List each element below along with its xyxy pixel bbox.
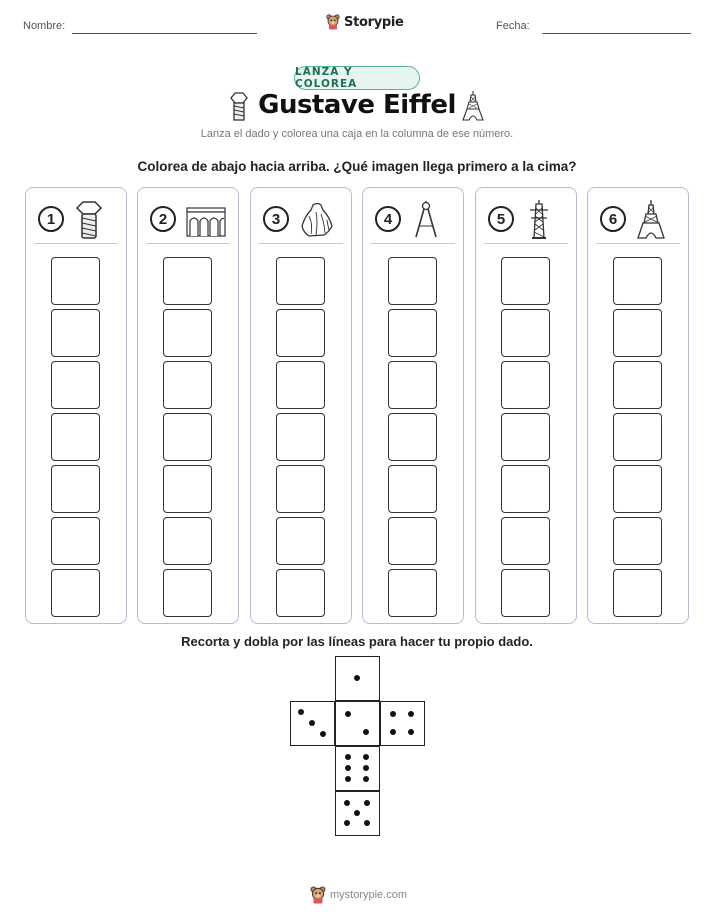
- column-1: [25, 187, 127, 624]
- eiffel-tower-icon: [636, 200, 666, 240]
- color-box[interactable]: [51, 309, 100, 357]
- die-pip: [363, 776, 369, 782]
- die-face-3: [290, 701, 335, 746]
- column-header: [484, 200, 568, 244]
- color-box[interactable]: [51, 465, 100, 513]
- footer-url[interactable]: mystorypie.com: [330, 889, 408, 901]
- eiffel-tower-icon: [462, 91, 484, 121]
- color-box[interactable]: [163, 569, 212, 617]
- color-box[interactable]: [276, 309, 325, 357]
- die-pip: [364, 820, 370, 826]
- die-face-4: [380, 701, 425, 746]
- activity-badge: LANZA Y COLOREA: [294, 66, 420, 90]
- instruction: Colorea de abajo hacia arriba. ¿Qué imagen llega primero a la cima?: [137, 159, 577, 174]
- color-box[interactable]: [163, 361, 212, 409]
- color-box[interactable]: [163, 309, 212, 357]
- color-box[interactable]: [613, 517, 662, 565]
- die-pip: [363, 729, 369, 735]
- name-label: Nombre:: [23, 20, 66, 32]
- color-box[interactable]: [276, 569, 325, 617]
- page-title: Gustave Eiffel: [258, 90, 456, 120]
- die-face-1: [335, 656, 380, 701]
- die-pip: [363, 765, 369, 771]
- color-box[interactable]: [613, 361, 662, 409]
- color-box[interactable]: [51, 413, 100, 461]
- column-number: 4: [375, 206, 401, 232]
- footer: [310, 886, 407, 904]
- column-number: 6: [600, 206, 626, 232]
- color-box[interactable]: [501, 309, 550, 357]
- die-pip: [408, 711, 414, 717]
- die-pip: [408, 729, 414, 735]
- column-3: [250, 187, 352, 624]
- column-header: [34, 200, 118, 244]
- color-box[interactable]: [163, 517, 212, 565]
- color-box[interactable]: [501, 465, 550, 513]
- lattice-tower-icon: [524, 200, 554, 240]
- die-pip: [344, 820, 350, 826]
- aqueduct-icon: [186, 206, 226, 238]
- die-pip: [354, 810, 360, 816]
- bolt-icon: [74, 200, 104, 240]
- column-header: [371, 200, 455, 244]
- color-box[interactable]: [163, 465, 212, 513]
- drafting-compass-icon: [411, 200, 441, 240]
- die-pip: [344, 800, 350, 806]
- color-box[interactable]: [613, 465, 662, 513]
- brand-name: Storypie: [344, 14, 404, 30]
- color-box[interactable]: [388, 465, 437, 513]
- color-box[interactable]: [163, 257, 212, 305]
- color-box[interactable]: [388, 517, 437, 565]
- color-box[interactable]: [51, 257, 100, 305]
- color-box[interactable]: [388, 413, 437, 461]
- color-box[interactable]: [613, 569, 662, 617]
- color-box[interactable]: [501, 257, 550, 305]
- die-pip: [345, 754, 351, 760]
- die-face-2: [335, 701, 380, 746]
- color-box[interactable]: [613, 309, 662, 357]
- cut-instruction: Recorta y dobla por las líneas para hacer tu propio dado.: [181, 634, 533, 649]
- color-box[interactable]: [501, 361, 550, 409]
- column-2: [137, 187, 239, 624]
- die-pip: [309, 720, 315, 726]
- statue-drapery-icon: [299, 202, 335, 238]
- color-box[interactable]: [613, 413, 662, 461]
- die-pip: [320, 731, 326, 737]
- brand-logo: [326, 14, 404, 30]
- column-5: [475, 187, 577, 624]
- die-pip: [364, 800, 370, 806]
- subtitle: Lanza el dado y colorea una caja en la columna de ese número.: [200, 128, 514, 140]
- date-label: Fecha:: [496, 20, 530, 32]
- die-face-6: [335, 746, 380, 791]
- column-header: [596, 200, 680, 244]
- color-box[interactable]: [501, 569, 550, 617]
- die-pip: [363, 754, 369, 760]
- color-box[interactable]: [388, 361, 437, 409]
- column-header: [146, 200, 230, 244]
- die-pip: [345, 711, 351, 717]
- die-pip: [298, 709, 304, 715]
- color-box[interactable]: [276, 257, 325, 305]
- color-box[interactable]: [51, 361, 100, 409]
- color-box[interactable]: [51, 517, 100, 565]
- column-6: [587, 187, 689, 624]
- column-number: 2: [150, 206, 176, 232]
- color-box[interactable]: [276, 517, 325, 565]
- column-4: [362, 187, 464, 624]
- color-box[interactable]: [163, 413, 212, 461]
- column-header: [259, 200, 343, 244]
- bear-mascot-icon: [326, 14, 340, 30]
- column-number: 3: [263, 206, 289, 232]
- color-box[interactable]: [51, 569, 100, 617]
- color-box[interactable]: [388, 569, 437, 617]
- column-number: 5: [488, 206, 514, 232]
- die-pip: [390, 711, 396, 717]
- color-box[interactable]: [388, 309, 437, 357]
- die-pip: [345, 765, 351, 771]
- die-pip: [390, 729, 396, 735]
- color-box[interactable]: [501, 517, 550, 565]
- color-box[interactable]: [501, 413, 550, 461]
- die-pip: [345, 776, 351, 782]
- color-box[interactable]: [388, 257, 437, 305]
- bear-mascot-icon: [310, 886, 326, 904]
- name-line[interactable]: [72, 33, 257, 34]
- column-number: 1: [38, 206, 64, 232]
- color-box[interactable]: [613, 257, 662, 305]
- color-box[interactable]: [276, 465, 325, 513]
- date-line[interactable]: [542, 33, 691, 34]
- die-pip: [354, 675, 360, 681]
- color-box[interactable]: [276, 361, 325, 409]
- color-box[interactable]: [276, 413, 325, 461]
- die-face-5: [335, 791, 380, 836]
